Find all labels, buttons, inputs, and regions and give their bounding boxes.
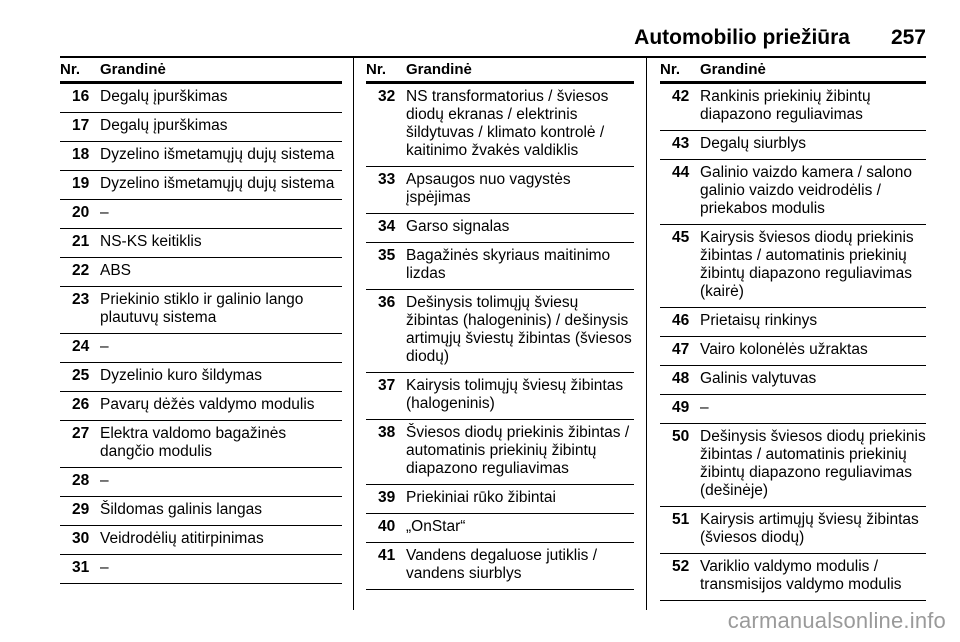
table-row [660, 507, 926, 554]
table-row [366, 290, 634, 373]
circuit-name: Dyzelinio kuro šildymas [100, 367, 262, 384]
fuse-number: 49 [672, 399, 690, 416]
fuse-number: 23 [72, 291, 90, 308]
column-header-nr: Nr. [60, 61, 81, 78]
table-row [660, 366, 926, 395]
table-row [366, 543, 634, 590]
fuse-number: 40 [378, 518, 396, 535]
table-row [366, 84, 634, 167]
table-row [366, 243, 634, 290]
circuit-name: Dešinysis šviesos diodų priekinis žibintas / automatinis priekinių žibintų diapazono reguliavimas (dešinėje) [700, 428, 926, 499]
table-row [660, 160, 926, 225]
table-row [60, 142, 342, 171]
circuit-name: Galinis valytuvas [700, 370, 817, 387]
table-row [366, 214, 634, 243]
fuse-number: 31 [72, 559, 90, 576]
table-header [660, 58, 926, 84]
circuit-name: Degalų įpurškimas [100, 88, 228, 105]
circuit-name: Dyzelino išmetamųjų dujų sistema [100, 146, 335, 163]
fuse-number: 46 [672, 312, 690, 329]
fuse-number: 43 [672, 135, 690, 152]
circuit-name: – [100, 472, 109, 489]
fuse-number: 33 [378, 171, 396, 188]
fuse-number: 34 [378, 218, 396, 235]
table-row [660, 131, 926, 160]
fuse-number: 29 [72, 501, 90, 518]
column-divider [353, 58, 354, 610]
fuse-number: 18 [72, 146, 90, 163]
column-header-nr: Nr. [660, 61, 681, 78]
circuit-name: NS-KS keitiklis [100, 233, 202, 250]
column-header-circuit: Grandinė [100, 61, 166, 78]
circuit-name: Rankinis priekinių žibintų diapazono reguliavimas [700, 88, 871, 123]
table-row [60, 258, 342, 287]
fuse-number: 28 [72, 472, 90, 489]
table-row [660, 395, 926, 424]
circuit-name: – [100, 559, 109, 576]
circuit-name: – [100, 204, 109, 221]
circuit-name: Apsaugos nuo vagystės įspėjimas [406, 171, 571, 206]
circuit-name: Priekinio stiklo ir galinio lango plautuvų sistema [100, 291, 304, 326]
fuse-number: 37 [378, 377, 396, 394]
circuit-name: Kairysis tolimųjų šviesų žibintas (halogeninis) [406, 377, 624, 412]
column-divider [646, 58, 647, 610]
circuit-name: Degalų siurblys [700, 135, 806, 152]
page-header [60, 22, 926, 58]
fuse-number: 35 [378, 247, 396, 264]
page-title: Automobilio priežiūra [634, 26, 850, 49]
table-row [660, 337, 926, 366]
fuse-number: 19 [72, 175, 90, 192]
circuit-name: – [100, 338, 109, 355]
table-row [60, 468, 342, 497]
table-row [60, 287, 342, 334]
table-row [366, 167, 634, 214]
fuse-number: 38 [378, 424, 396, 441]
table-row [60, 392, 342, 421]
table-row [60, 229, 342, 258]
table-row [366, 485, 634, 514]
table-rows [366, 84, 634, 590]
fuse-number: 41 [378, 547, 396, 564]
fuse-number: 42 [672, 88, 690, 105]
fuse-number: 16 [72, 88, 90, 105]
fuse-number: 25 [72, 367, 90, 384]
fuse-number: 48 [672, 370, 690, 387]
circuit-name: Galinio vaizdo kamera / salono galinio vaizdo veidrodėlis / priekabos modulis [700, 164, 912, 217]
table-row [60, 497, 342, 526]
table-row [660, 554, 926, 601]
table-row [60, 113, 342, 142]
table-header [60, 58, 342, 84]
fuse-number: 21 [72, 233, 90, 250]
table-row [660, 225, 926, 308]
table-row [60, 363, 342, 392]
fuse-number: 32 [378, 88, 396, 105]
table-row [60, 526, 342, 555]
circuit-name: ABS [100, 262, 132, 279]
table-rows [660, 84, 926, 601]
fuse-number: 24 [72, 338, 90, 355]
circuit-name: Variklio valdymo modulis / transmisijos valdymo modulis [700, 558, 902, 593]
circuit-name: Garso signalas [406, 218, 510, 235]
fuse-number: 22 [72, 262, 90, 279]
circuit-name: Bagažinės skyriaus maitinimo lizdas [406, 247, 611, 282]
table-header [366, 58, 634, 84]
column-header-circuit: Grandinė [406, 61, 472, 78]
table-row [60, 555, 342, 584]
table-row [660, 424, 926, 507]
fuse-number: 39 [378, 489, 396, 506]
table-rows [60, 84, 342, 584]
circuit-name: Elektra valdomo bagažinės dangčio modulis [100, 425, 287, 460]
fuse-number: 45 [672, 229, 690, 246]
circuit-name: NS transformatorius / šviesos diodų ekranas / elektrinis šildytuvas / klimato kontrolė / kaitinimo žvakės valdiklis [406, 88, 609, 159]
fuse-table-column-2 [366, 58, 634, 590]
circuit-name: Šviesos diodų priekinis žibintas / automatinis priekinių žibintų diapazono reguliavimas [406, 424, 630, 477]
circuit-name: Veidrodėlių atitirpinimas [100, 530, 264, 547]
page-number: 257 [890, 26, 926, 49]
circuit-name: Priekiniai rūko žibintai [406, 489, 556, 506]
table-row [60, 84, 342, 113]
fuse-number: 44 [672, 164, 690, 181]
fuse-table-column-3 [660, 58, 926, 601]
table-row [60, 171, 342, 200]
fuse-number: 30 [72, 530, 90, 547]
circuit-name: Kairysis artimųjų šviesų žibintas (šviesos diodų) [700, 511, 919, 546]
fuse-number: 50 [672, 428, 690, 445]
fuse-number: 52 [672, 558, 690, 575]
circuit-name: Vairo kolonėlės užraktas [700, 341, 868, 358]
circuit-name: „OnStar“ [406, 518, 466, 535]
table-row [366, 373, 634, 420]
circuit-name: Kairysis šviesos diodų priekinis žibintas / automatinis priekinių žibintų diapazono reguliavimas (kairė) [700, 229, 914, 300]
watermark: carmanualsonline.info [727, 608, 946, 633]
circuit-name: Pavarų dėžės valdymo modulis [100, 396, 315, 413]
circuit-name: Prietaisų rinkinys [700, 312, 818, 329]
circuit-name: – [700, 399, 709, 416]
fuse-number: 27 [72, 425, 90, 442]
fuse-number: 17 [72, 117, 90, 134]
table-row [660, 84, 926, 131]
fuse-number: 47 [672, 341, 690, 358]
table-row [60, 421, 342, 468]
table-row [60, 200, 342, 229]
table-row [366, 420, 634, 485]
circuit-name: Šildomas galinis langas [100, 501, 262, 518]
table-row [60, 334, 342, 363]
circuit-name: Vandens degaluose jutiklis / vandens siurblys [406, 547, 598, 582]
circuit-name: Dešinysis tolimųjų šviesų žibintas (halogeninis) / dešinysis artimųjų šviestų žibintas (šviesos diodų) [406, 294, 632, 365]
fuse-number: 26 [72, 396, 90, 413]
fuse-table-column-1 [60, 58, 342, 584]
circuit-name: Degalų įpurškimas [100, 117, 228, 134]
fuse-number: 51 [672, 511, 690, 528]
column-header-circuit: Grandinė [700, 61, 766, 78]
table-row [366, 514, 634, 543]
fuse-number: 20 [72, 204, 90, 221]
column-header-nr: Nr. [366, 61, 387, 78]
table-row [660, 308, 926, 337]
circuit-name: Dyzelino išmetamųjų dujų sistema [100, 175, 335, 192]
fuse-number: 36 [378, 294, 396, 311]
